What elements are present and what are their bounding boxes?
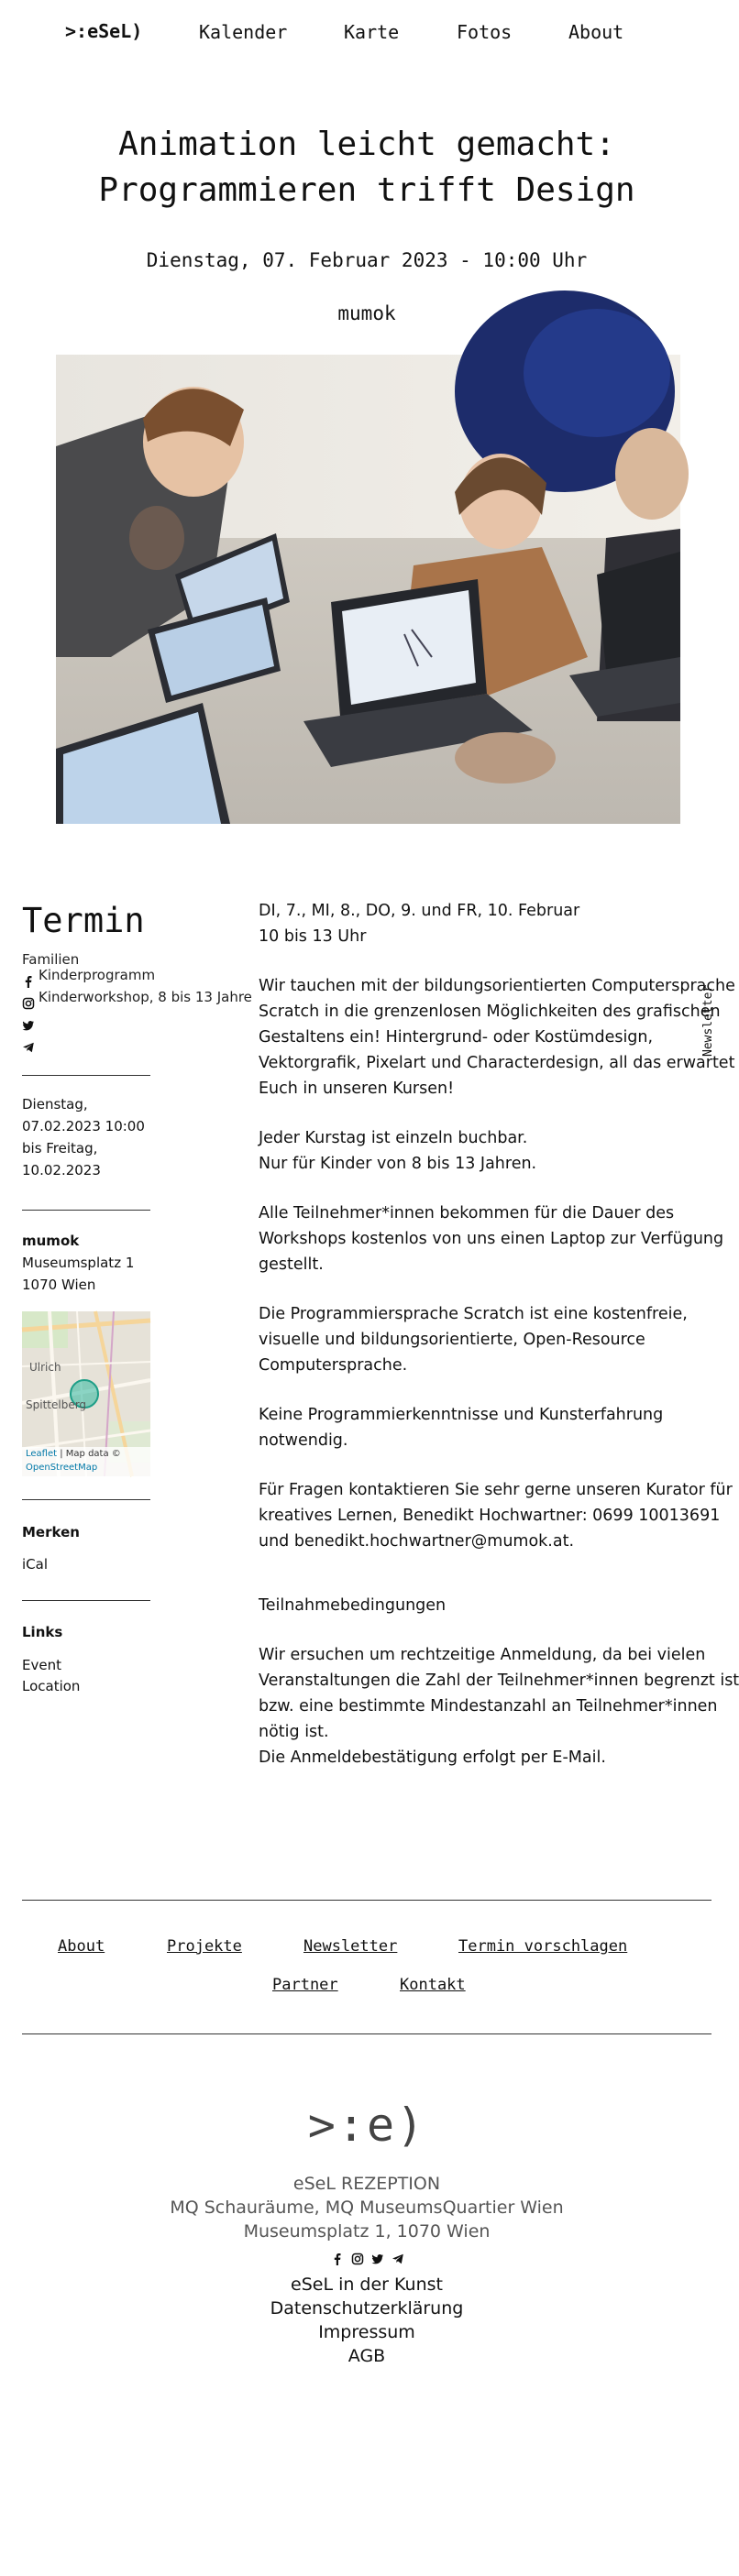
nav-fotos[interactable]: Fotos xyxy=(457,21,513,43)
text-line: Workshops kostenlos von uns einen Laptop zur Verfügung xyxy=(259,1230,724,1248)
schedule-paragraph xyxy=(259,898,688,949)
knowledge-paragraph xyxy=(259,1402,688,1453)
footer-link-projekte[interactable]: Projekte xyxy=(167,1937,242,1956)
text-line: Alle Teilnehmer*innen bekommen für die Dauer des xyxy=(259,1204,675,1222)
footer-divider xyxy=(22,1900,711,1901)
text-line: Vektorgrafik, Pixelart und Characterdesign, all das erwartet xyxy=(259,1054,735,1072)
footer-link-esel-in-der-kunst[interactable]: eSeL in der Kunst xyxy=(291,2275,443,2295)
event-title xyxy=(55,122,678,214)
event-photo xyxy=(56,355,680,824)
instagram-icon[interactable] xyxy=(351,2253,364,2265)
text-line: nötig ist. xyxy=(259,1723,329,1741)
link-location[interactable]: Location xyxy=(22,1678,81,1694)
map-label: Spittelberg xyxy=(26,1398,87,1411)
when-line: bis Freitag, xyxy=(22,1140,98,1156)
text-line: Veranstaltungen die Zahl der Teilnehmer*innen begrenzt ist xyxy=(259,1672,739,1690)
footer-link-newsletter[interactable]: Newsletter xyxy=(303,1937,398,1956)
when-line: Dienstag, xyxy=(22,1096,88,1113)
text-line: Euch in unseren Kursen! xyxy=(259,1080,455,1098)
sidebar-divider xyxy=(22,1600,150,1601)
footer-logo[interactable]: >:e) xyxy=(307,2099,426,2152)
text-line: 10 bis 13 Uhr xyxy=(259,927,367,946)
link-event[interactable]: Event xyxy=(22,1657,61,1673)
event-photo-illustration xyxy=(56,355,680,824)
venue-city: 1070 Wien xyxy=(22,1277,96,1293)
telegram-icon[interactable] xyxy=(22,1041,35,1054)
text-line: und benedikt.hochwartner@mumok.at. xyxy=(259,1532,575,1551)
event-venue: mumok xyxy=(337,302,396,324)
footer-link-datenschutz[interactable]: Datenschutzerklärung xyxy=(270,2298,464,2318)
nav-karte[interactable]: Karte xyxy=(344,21,400,43)
footer-divider xyxy=(22,2033,711,2034)
footer-address-line: MQ Schauräume, MQ MuseumsQuartier Wien xyxy=(170,2198,564,2218)
footer-link-partner[interactable]: Partner xyxy=(272,1976,338,1994)
footer-link-termin-vorschlagen[interactable]: Termin vorschlagen xyxy=(458,1937,628,1956)
venue-street: Museumsplatz 1 xyxy=(22,1255,135,1271)
text-line: notwendig. xyxy=(259,1431,348,1450)
facebook-icon[interactable] xyxy=(22,975,35,988)
text-line: Gestaltens ein! Hintergrund- oder Kostümdesign, xyxy=(259,1028,654,1047)
twitter-icon[interactable] xyxy=(22,1019,35,1032)
text-line: visuelle und bildungsorientierte, Open-Resource xyxy=(259,1331,645,1349)
event-title-line-2: Programmieren trifft Design xyxy=(98,171,635,209)
text-line: Wir ersuchen um rechtzeitige Anmeldung, da bei vielen xyxy=(259,1646,706,1664)
links-heading: Links xyxy=(22,1624,63,1640)
site-logo[interactable]: >:eSeL) xyxy=(65,20,143,42)
location-map[interactable] xyxy=(22,1311,150,1476)
sidebar-divider xyxy=(22,1075,150,1076)
map-attribution xyxy=(22,1447,150,1476)
text-line: Wir tauchen mit der bildungsorientierten Computersprache xyxy=(259,977,735,995)
text-line: gestellt. xyxy=(259,1255,324,1274)
instagram-icon[interactable] xyxy=(22,997,35,1010)
event-title-line-1: Animation leicht gemacht: xyxy=(118,126,615,163)
conditions-paragraph xyxy=(259,1642,739,1770)
newsletter-tab-label[interactable] xyxy=(693,985,721,1058)
category-tag[interactable]: Familien xyxy=(22,951,80,968)
merken-heading: Merken xyxy=(22,1524,80,1540)
event-when xyxy=(22,1093,145,1181)
text-line: Jeder Kurstag ist einzeln buchbar. xyxy=(259,1129,528,1147)
category-tag[interactable]: Kinderprogramm xyxy=(39,967,156,983)
laptop-paragraph xyxy=(259,1200,724,1277)
text-line: Keine Programmierkenntnisse und Kunsterfahrung xyxy=(259,1406,664,1424)
footer-address-line: Museumsplatz 1, 1070 Wien xyxy=(243,2221,491,2242)
booking-paragraph xyxy=(259,1125,688,1177)
when-line: 10.02.2023 xyxy=(22,1162,101,1178)
footer-link-impressum[interactable]: Impressum xyxy=(318,2322,415,2342)
newsletter-tab-text[interactable]: Newsletter xyxy=(701,984,715,1057)
text-line: Die Programmiersprache Scratch ist eine kostenfreie, xyxy=(259,1305,688,1323)
text-line: Nur für Kinder von 8 bis 13 Jahren. xyxy=(259,1155,537,1173)
sidebar-divider xyxy=(22,1499,150,1500)
text-line: Für Fragen kontaktieren Sie sehr gerne unseren Kurator für xyxy=(259,1481,733,1499)
footer-social xyxy=(331,2253,404,2265)
nav-about[interactable]: About xyxy=(568,21,624,43)
map-label: Ulrich xyxy=(29,1361,61,1374)
text-line: bzw. eine bestimmte Mindestanzahl an Teilnehmer*innen xyxy=(259,1697,718,1716)
text-line: kreatives Lernen, Benedikt Hochwartner: 0699 10013691 xyxy=(259,1507,721,1525)
scratch-paragraph xyxy=(259,1301,688,1378)
sidebar-heading: Termin xyxy=(22,901,145,940)
contact-paragraph xyxy=(259,1477,733,1554)
venue-name[interactable]: mumok xyxy=(22,1233,80,1249)
text-line: Die Anmeldebestätigung erfolgt per E-Mail. xyxy=(259,1748,606,1767)
event-categories xyxy=(22,951,252,1008)
text-line: DI, 7., MI, 8., DO, 9. und FR, 10. Februar xyxy=(259,902,580,920)
event-date: Dienstag, 07. Februar 2023 - 10:00 Uhr xyxy=(146,249,588,271)
openstreetmap-link[interactable]: OpenStreetMap xyxy=(26,1463,98,1473)
telegram-icon[interactable] xyxy=(392,2253,404,2265)
footer-link-agb[interactable]: AGB xyxy=(347,2346,386,2366)
footer-link-about[interactable]: About xyxy=(58,1937,105,1956)
sidebar-divider xyxy=(22,1210,150,1211)
nav-kalender[interactable]: Kalender xyxy=(199,21,288,43)
footer-link-kontakt[interactable]: Kontakt xyxy=(400,1976,466,1994)
text-line: Scratch in die grenzenlosen Möglichkeiten des grafischen xyxy=(259,1003,721,1021)
map-attribution-text: | Map data © xyxy=(57,1449,121,1459)
venue-address xyxy=(22,1230,134,1296)
newsletter-tab[interactable] xyxy=(693,985,721,1058)
conditions-heading xyxy=(259,1593,688,1618)
text-line: Computersprache. xyxy=(259,1356,408,1375)
facebook-icon[interactable] xyxy=(331,2253,344,2265)
twitter-icon[interactable] xyxy=(371,2253,384,2265)
leaflet-link[interactable]: Leaflet xyxy=(26,1449,58,1459)
ical-link[interactable]: iCal xyxy=(22,1556,49,1573)
text-line: Teilnahmebedingungen xyxy=(259,1596,447,1615)
category-tag[interactable]: Kinderworkshop, 8 bis 13 Jahre xyxy=(39,989,252,1005)
footer-org-name: eSeL REZEPTION xyxy=(292,2174,441,2194)
when-line: 07.02.2023 10:00 xyxy=(22,1118,145,1135)
